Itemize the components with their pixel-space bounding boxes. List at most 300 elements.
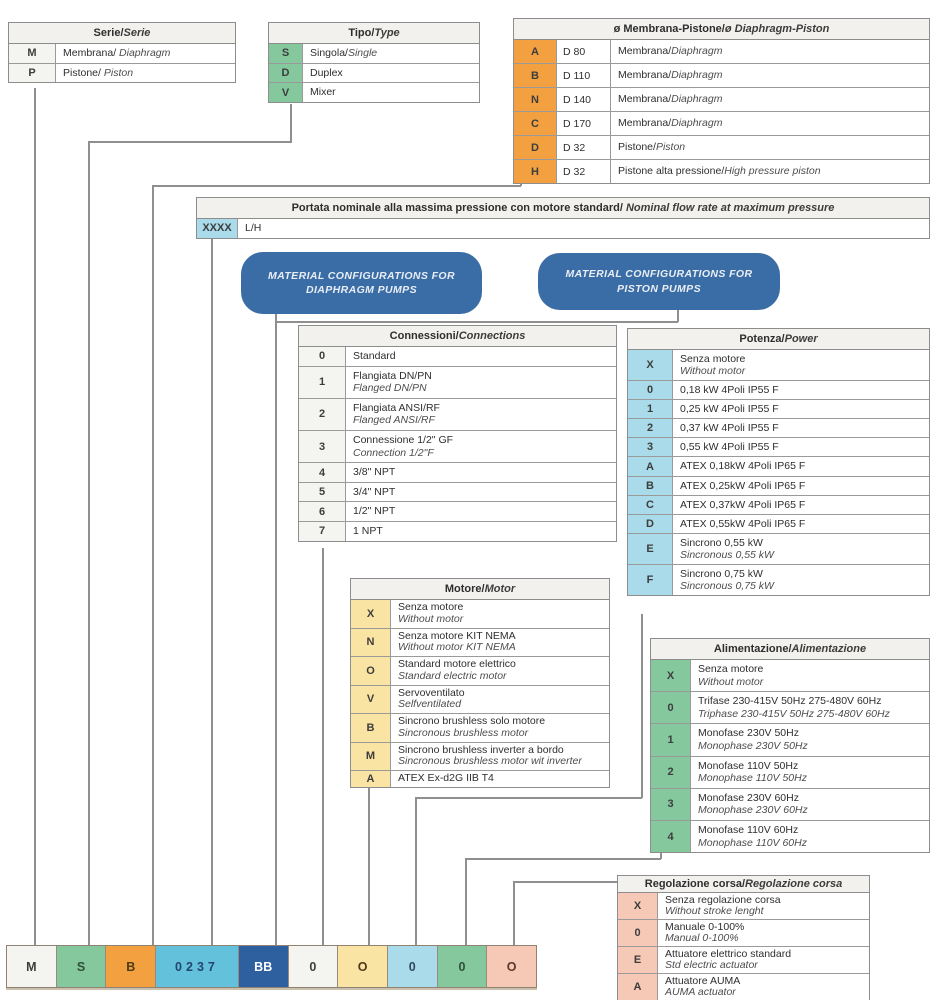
description-italian: Sincrono brushless solo motore: [398, 715, 546, 728]
table-row: [299, 431, 616, 463]
code-cell: 1: [299, 367, 346, 398]
description-line: [618, 45, 922, 58]
tipo-table: [268, 22, 480, 103]
table-row: [651, 789, 929, 821]
description-italian: Membrana/: [618, 93, 672, 106]
table-title-english: Type: [374, 27, 400, 39]
connector-line: [34, 88, 36, 947]
description-cell: [673, 438, 929, 456]
code-cell: 2: [628, 419, 673, 437]
description-cell: [673, 565, 929, 595]
description-cell: [346, 399, 616, 430]
description-line: [680, 422, 922, 434]
connector-line: [152, 185, 521, 187]
description-english: Diaphragm: [671, 45, 723, 58]
table-title-italian: Portata nominale alla massima pressione con motore standard/: [291, 202, 626, 214]
model-code-cell: 0: [438, 946, 488, 987]
description-italian: Monofase 230V 50Hz: [698, 727, 799, 740]
table-title-english: Regolazione corsa: [745, 878, 843, 890]
model-code-cell: BB: [239, 946, 289, 987]
description-english: Diaphragm: [119, 47, 171, 60]
connector-line: [415, 797, 417, 947]
description-line: [353, 434, 609, 447]
description-cell: [691, 821, 929, 852]
portata-table-title: [197, 198, 929, 219]
description-cell: [673, 534, 929, 564]
description-italian: Pistone/: [618, 141, 656, 154]
code-cell: S: [269, 44, 303, 63]
description-cell: [673, 496, 929, 514]
table-row: [9, 64, 235, 83]
code-cell: B: [514, 64, 557, 87]
description-english: Monophase 110V 60Hz: [698, 836, 807, 849]
description-italian: Senza motore KIT NEMA: [398, 629, 516, 642]
table-row: [351, 686, 609, 715]
description-italian: Sincrono brushless inverter a bordo: [398, 743, 564, 756]
description-cell: [346, 463, 616, 482]
table-title-italian: Potenza/: [739, 333, 785, 345]
description-english: Manual 0-100%: [665, 932, 739, 945]
description-english: Without motor KIT NEMA: [398, 641, 516, 654]
connector-line: [322, 548, 324, 947]
description-italian: Attuatore elettrico standard: [665, 948, 792, 961]
table-row: [514, 112, 929, 136]
serie-table-title: [9, 23, 235, 44]
model-code-cell: M: [7, 946, 57, 987]
code-cell: D: [628, 515, 673, 533]
description-english: Without motor: [680, 365, 746, 378]
code-cell: 7: [299, 522, 346, 541]
description-italian: 1 NPT: [353, 525, 383, 538]
description-line: [353, 505, 609, 518]
connector-line: [465, 858, 661, 860]
serie-table: [8, 22, 236, 83]
description-english: Diaphragm: [671, 117, 723, 130]
model-code-cell: O: [487, 946, 536, 987]
description-italian: Connessione 1/2" GF: [353, 434, 454, 447]
description-italian: Duplex: [310, 66, 343, 79]
code-cell: E: [628, 534, 673, 564]
motor-table: [350, 578, 610, 788]
description-line: [680, 403, 922, 415]
description-line: [618, 93, 922, 106]
code-cell: 3: [651, 789, 691, 820]
table-row: [299, 463, 616, 483]
description-english: Triphase 230-415V 50Hz 275-480V 60Hz: [698, 707, 890, 720]
motore-table-title: [351, 579, 609, 600]
table-row: [351, 629, 609, 658]
table-row: [618, 893, 869, 920]
description-italian: Sincrono 0,75 kW: [680, 567, 763, 580]
description-line: [698, 663, 922, 676]
description-cell: [673, 457, 929, 475]
description-cell: [346, 483, 616, 502]
table-row: [299, 502, 616, 522]
description-italian: Membrana/: [618, 117, 672, 130]
table-row: [618, 974, 869, 1000]
description-cell: [611, 112, 929, 135]
description-line: [353, 525, 609, 538]
description-italian: ATEX 0,55kW 4Poli IP65 F: [680, 517, 806, 530]
code-cell: V: [269, 83, 303, 102]
description-english: Monophase 230V 50Hz: [698, 740, 808, 753]
table-row: [299, 483, 616, 503]
table-title-italian: Serie/: [93, 27, 124, 39]
description-line: [618, 165, 922, 178]
description-cell: [611, 88, 929, 111]
code-cell: A: [351, 771, 391, 787]
connector-line: [368, 772, 370, 947]
description-italian: Membrana/: [618, 69, 672, 82]
connector-line: [290, 104, 292, 143]
code-cell: C: [628, 496, 673, 514]
flow-rate-table: [196, 197, 930, 239]
diaphragm-piston-table: [513, 18, 930, 184]
tipo-table-title: [269, 23, 479, 44]
description-english: Single: [347, 47, 378, 60]
code-cell: 1: [651, 724, 691, 755]
table-row: [628, 350, 929, 381]
table-row: [628, 419, 929, 438]
description-english: Diaphragm: [671, 93, 723, 106]
description-line: [698, 824, 922, 837]
description-italian: Singola/: [310, 47, 348, 60]
description-english: Selfventilated: [398, 698, 462, 711]
description-italian: Sincrono 0,55 kW: [680, 536, 763, 549]
description-cell: [673, 350, 929, 380]
description-italian: Trifase 230-415V 50Hz 275-480V 60Hz: [698, 695, 882, 708]
table-row: [299, 367, 616, 399]
description-line: [353, 370, 609, 383]
description-line: [63, 67, 228, 80]
description-line: [680, 537, 922, 549]
power-table: [627, 328, 930, 596]
description-english: Diaphragm: [671, 69, 723, 82]
connector-line: [513, 881, 515, 947]
connections-table: [298, 325, 617, 542]
code-cell: 2: [299, 399, 346, 430]
table-title-english: ø Diaphragm-Piston: [724, 23, 830, 35]
description-english: Connection 1/2"F: [353, 446, 434, 459]
code-cell: XXXX: [197, 219, 238, 238]
stroke-adjustment-table: [617, 875, 870, 1000]
description-line: [310, 47, 472, 60]
code-cell: F: [628, 565, 673, 595]
table-row: [628, 457, 929, 476]
description-italian: Pistone alta pressione/: [618, 165, 725, 178]
description-line: [398, 773, 602, 785]
description-cell: [611, 64, 929, 87]
table-title-italian: Tipo/: [348, 27, 375, 39]
connector-line: [88, 141, 90, 947]
code-cell: 5: [299, 483, 346, 502]
material-config-box-piston: [538, 253, 780, 310]
table-row: [9, 44, 235, 64]
diameter-cell: D 140: [557, 88, 611, 111]
code-cell: 2: [651, 757, 691, 788]
description-cell: [673, 419, 929, 437]
description-line: [310, 67, 472, 80]
description-cell: [303, 83, 479, 102]
description-cell: [691, 757, 929, 788]
description-italian: ATEX 0,25kW 4Poli IP65 F: [680, 479, 806, 492]
connector-line: [415, 797, 642, 799]
description-line: [680, 568, 922, 580]
diameter-cell: D 32: [557, 160, 611, 183]
code-cell: 0: [618, 920, 658, 946]
connector-line: [152, 185, 154, 947]
model-code-cell: S: [57, 946, 107, 987]
description-line: [63, 47, 228, 60]
description-english: Flanged DN/PN: [353, 382, 427, 395]
table-row: [651, 757, 929, 789]
description-cell: [673, 515, 929, 533]
model-code-cell: 0237: [156, 946, 239, 987]
table-title-english: Connections: [458, 330, 526, 342]
description-cell: [303, 64, 479, 83]
model-code-cell: 0: [289, 946, 339, 987]
table-row: [618, 947, 869, 974]
description-italian: Flangiata ANSI/RF: [353, 401, 440, 414]
description-italian: Monofase 230V 60Hz: [698, 791, 799, 804]
code-cell: 0: [628, 381, 673, 399]
description-line: [680, 460, 922, 472]
table-row: [514, 64, 929, 88]
description-cell: [691, 660, 929, 691]
description-italian: Senza motore: [398, 601, 464, 614]
description-cell: [56, 64, 235, 83]
connector-line: [275, 321, 678, 323]
description-italian: Senza motore: [680, 353, 746, 366]
description-line: [353, 350, 609, 363]
table-row: [299, 399, 616, 431]
membrana-table-title: [514, 19, 929, 40]
description-italian: Standard: [353, 350, 396, 363]
table-row: [351, 771, 609, 787]
table-row: [351, 743, 609, 772]
diameter-cell: D 170: [557, 112, 611, 135]
connessioni-table-title: [299, 326, 616, 347]
code-cell: A: [628, 457, 673, 475]
description-italian: 0,55 kW 4Poli IP55 F: [680, 441, 779, 454]
description-line: [353, 486, 609, 499]
description-cell: [658, 974, 869, 1000]
description-cell: [658, 893, 869, 919]
code-cell: N: [514, 88, 557, 111]
table-row: [351, 657, 609, 686]
table-row: [628, 565, 929, 595]
description-italian: Mixer: [310, 86, 336, 99]
description-cell: [391, 600, 609, 628]
description-italian: Monofase 110V 60Hz: [698, 824, 799, 837]
description-italian: 3/8" NPT: [353, 466, 396, 479]
table-row: [628, 477, 929, 496]
description-italian: L/H: [245, 222, 262, 235]
code-cell: H: [514, 160, 557, 183]
connector-line: [88, 141, 291, 143]
code-cell: X: [651, 660, 691, 691]
description-cell: [691, 789, 929, 820]
description-italian: 0,25 kW 4Poli IP55 F: [680, 403, 779, 416]
description-italian: Monofase 110V 50Hz: [698, 759, 799, 772]
model-code-cell: O: [338, 946, 388, 987]
description-cell: [391, 657, 609, 685]
description-line: [618, 117, 922, 130]
description-english: Monophase 230V 60Hz: [698, 804, 808, 817]
table-title-italian: Motore/: [444, 583, 485, 595]
description-english: Without motor: [698, 675, 764, 688]
description-line: [353, 402, 609, 415]
description-cell: [658, 920, 869, 946]
description-italian: Senza motore: [698, 663, 764, 676]
description-cell: [691, 692, 929, 723]
description-english: Monophase 110V 50Hz: [698, 772, 807, 785]
diameter-cell: D 80: [557, 40, 611, 63]
description-cell: [673, 477, 929, 495]
description-italian: Servoventilato: [398, 686, 465, 699]
table-row: [651, 821, 929, 852]
description-english: Without motor: [398, 612, 464, 625]
table-row: [628, 515, 929, 534]
description-italian: Senza regolazione corsa: [665, 894, 781, 907]
description-italian: Attuatore AUMA: [665, 975, 741, 988]
description-italian: 0,18 kW 4Poli IP55 F: [680, 384, 779, 397]
table-row: [299, 347, 616, 367]
table-row: [628, 400, 929, 419]
model-code-row: [6, 945, 537, 988]
description-cell: [391, 629, 609, 657]
table-row: [514, 160, 929, 183]
description-cell: [691, 724, 929, 755]
table-row: [651, 660, 929, 692]
description-cell: [658, 947, 869, 973]
code-cell: X: [628, 350, 673, 380]
table-row: [269, 44, 479, 64]
table-row: [651, 692, 929, 724]
description-italian: Standard motore elettrico: [398, 658, 516, 671]
description-italian: ATEX Ex-d2G IIB T4: [398, 772, 494, 785]
description-english: Sincronous 0,75 kW: [680, 579, 774, 592]
code-cell: O: [351, 657, 391, 685]
table-row: [299, 522, 616, 541]
code-cell: X: [618, 893, 658, 919]
potenza-table-title: [628, 329, 929, 350]
code-cell: B: [351, 714, 391, 742]
description-english: High pressure piston: [724, 165, 821, 178]
material-config-box-label: MATERIAL CONFIGURATIONS FOR PISTON PUMPS: [565, 268, 753, 295]
description-english: Piston: [103, 66, 134, 79]
code-cell: P: [9, 64, 56, 83]
description-line: [618, 141, 922, 154]
regolazione-table-title: [618, 876, 869, 893]
table-title-italian: Regolazione corsa/: [644, 878, 746, 890]
description-italian: ATEX 0,37kW 4Poli IP65 F: [680, 498, 806, 511]
table-title-english: Serie: [123, 27, 151, 39]
code-cell: 0: [299, 347, 346, 366]
code-cell: 0: [651, 692, 691, 723]
description-italian: Membrana/: [618, 45, 672, 58]
alimentazione-table-title: [651, 639, 929, 660]
description-english: Piston: [655, 141, 686, 154]
description-line: [353, 466, 609, 479]
description-cell: [346, 347, 616, 366]
description-english: Sincronous brushless motor: [398, 726, 529, 739]
table-title-italian: ø Membrana-Pistone/: [613, 23, 725, 35]
description-line: [698, 695, 922, 708]
description-cell: [238, 219, 929, 238]
description-cell: [346, 367, 616, 398]
table-row: [514, 136, 929, 160]
code-cell: X: [351, 600, 391, 628]
description-italian: 0,37 kW 4Poli IP55 F: [680, 422, 779, 435]
code-cell: 4: [651, 821, 691, 852]
description-line: [245, 222, 922, 235]
description-line: [680, 480, 922, 492]
code-cell: C: [514, 112, 557, 135]
diameter-cell: D 32: [557, 136, 611, 159]
code-cell: 3: [628, 438, 673, 456]
description-cell: [346, 522, 616, 541]
table-title-english: Alimentazione: [791, 643, 867, 655]
description-line: [698, 727, 922, 740]
table-row: [269, 83, 479, 102]
description-italian: Manuale 0-100%: [665, 921, 745, 934]
table-title-english: Nominal flow rate at maximum pressure: [625, 202, 835, 214]
table-row: [197, 219, 929, 238]
code-cell: M: [351, 743, 391, 771]
description-cell: [673, 381, 929, 399]
code-cell: B: [628, 477, 673, 495]
connector-line: [641, 614, 643, 798]
code-cell: D: [269, 64, 303, 83]
table-row: [628, 534, 929, 565]
description-cell: [56, 44, 235, 63]
description-english: Standard electric motor: [398, 669, 507, 682]
table-row: [628, 496, 929, 515]
description-cell: [391, 743, 609, 771]
model-code-cell: 0: [388, 946, 438, 987]
code-cell: V: [351, 686, 391, 714]
description-cell: [611, 160, 929, 183]
table-row: [351, 600, 609, 629]
table-row: [514, 40, 929, 64]
description-cell: [391, 714, 609, 742]
description-line: [680, 518, 922, 530]
connector-line: [465, 858, 467, 947]
description-italian: 1/2" NPT: [353, 505, 396, 518]
table-row: [514, 88, 929, 112]
description-cell: [346, 431, 616, 462]
table-row: [628, 381, 929, 400]
table-row: [618, 920, 869, 947]
description-line: [310, 86, 472, 99]
connector-line: [275, 308, 277, 947]
description-line: [680, 499, 922, 511]
material-config-box-diaphragm: [241, 252, 482, 314]
connector-line: [513, 881, 619, 883]
description-cell: [611, 40, 929, 63]
table-title-english: Motor: [484, 583, 516, 595]
table-title-italian: Alimentazione/: [713, 643, 792, 655]
code-cell: A: [618, 974, 658, 1000]
description-cell: [391, 686, 609, 714]
description-italian: Membrana/: [63, 47, 120, 60]
connector-line: [211, 236, 213, 947]
code-cell: N: [351, 629, 391, 657]
code-cell: M: [9, 44, 56, 63]
description-english: Sincronous brushless motor wit inverter: [398, 755, 582, 768]
material-config-box-label: MATERIAL CONFIGURATIONS FOR DIAPHRAGM PUMPS: [268, 269, 455, 296]
